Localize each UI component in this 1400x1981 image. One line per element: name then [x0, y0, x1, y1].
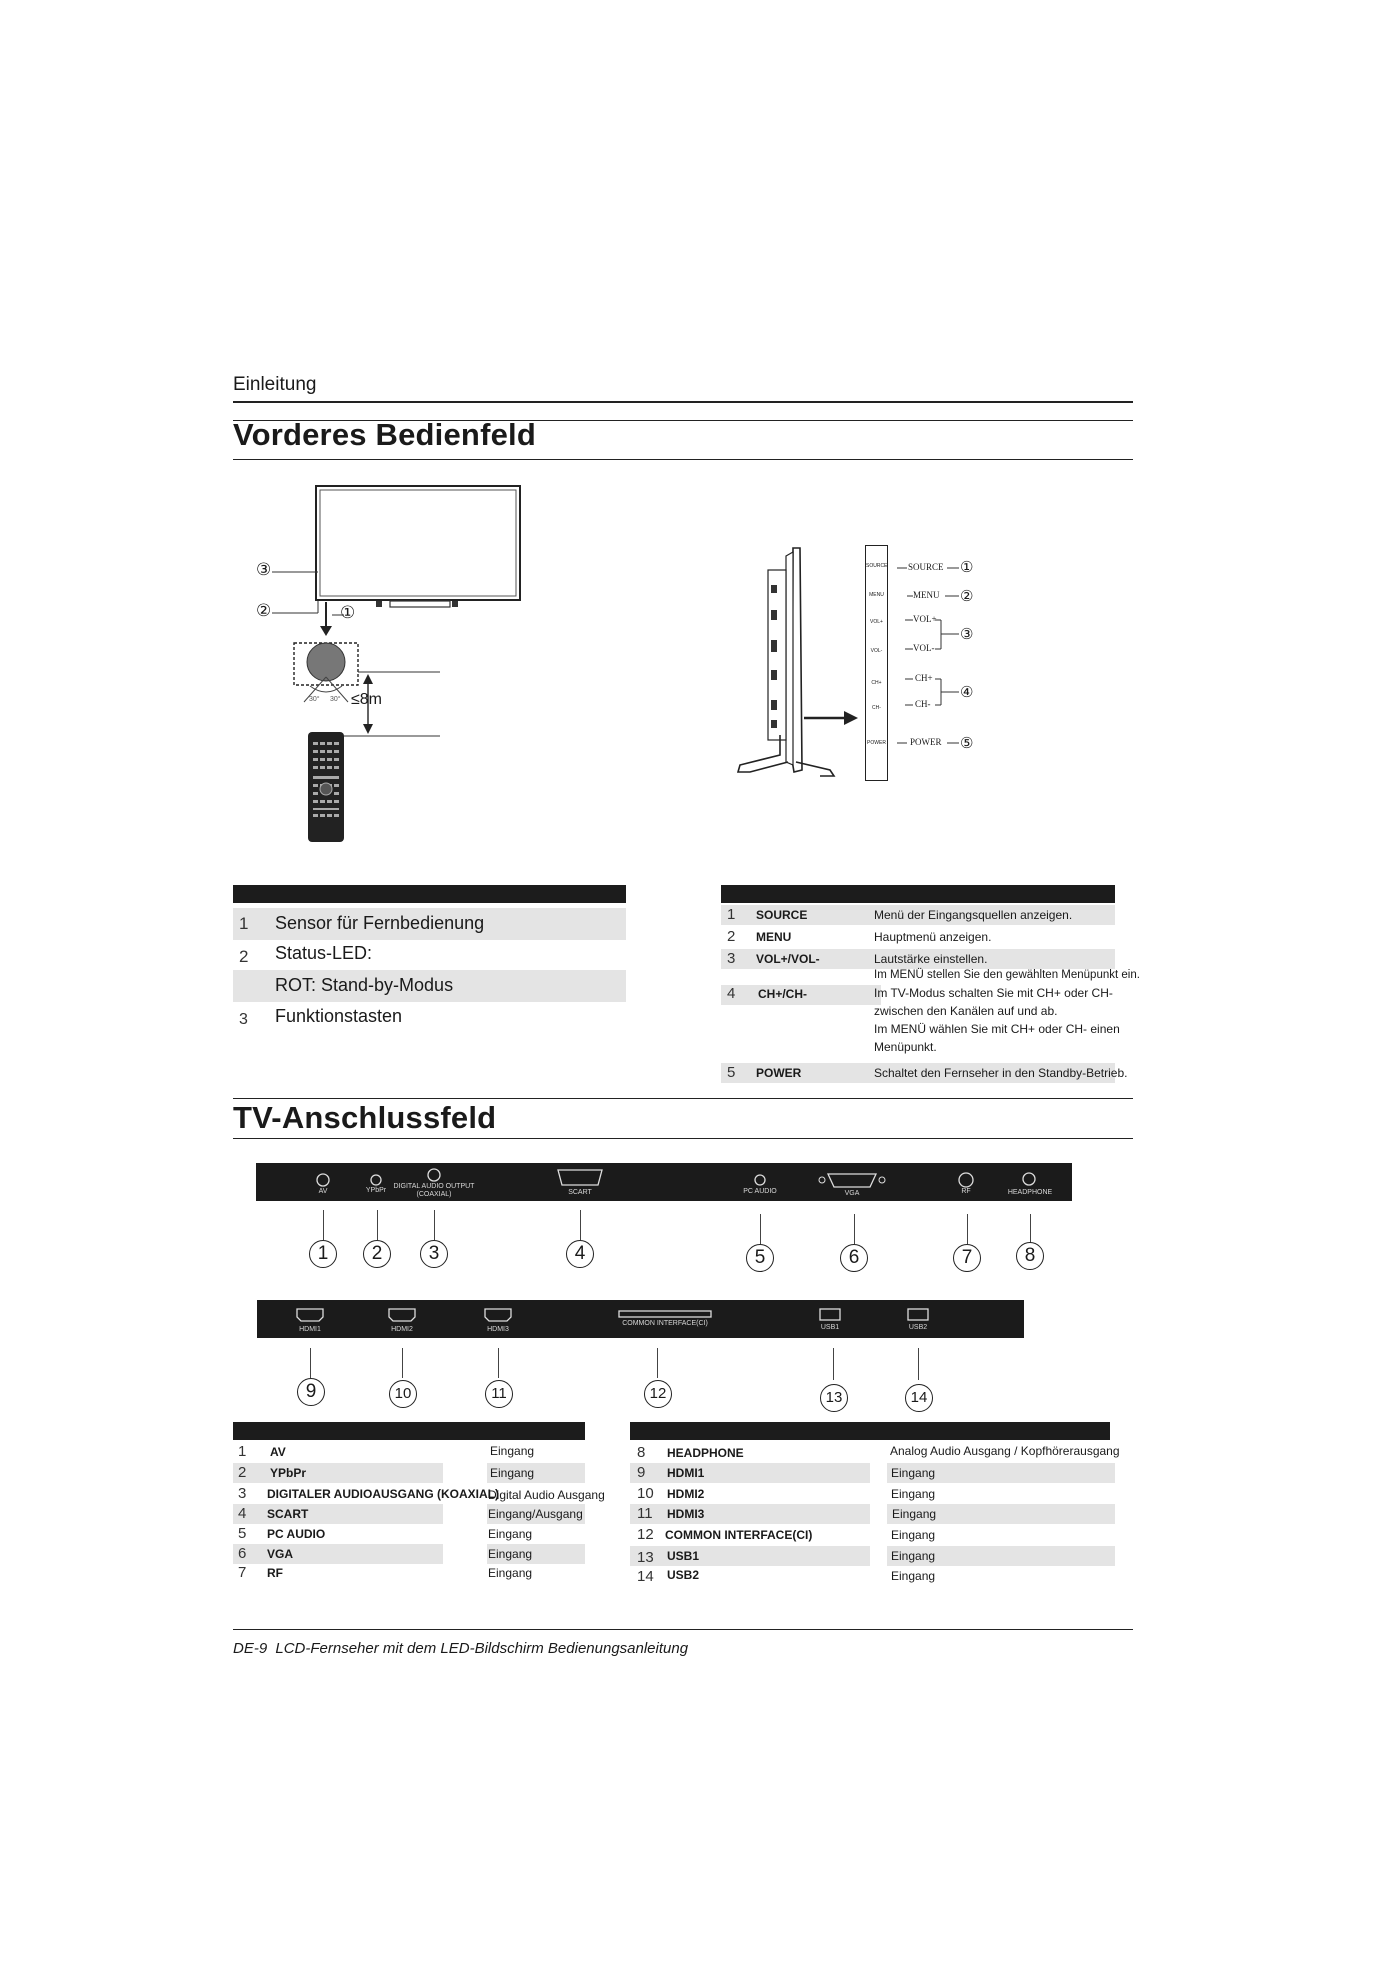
row-desc: Eingang [488, 1527, 533, 1541]
callout-2: 2 [363, 1240, 391, 1268]
table-row [630, 1566, 1115, 1586]
connection-table-right [630, 1422, 1120, 1587]
row-desc: Eingang [891, 1569, 936, 1583]
row-number: 3 [727, 950, 736, 967]
table-row [721, 985, 881, 1005]
hdmi3-port [485, 1309, 511, 1321]
row-label: Funktionstasten [275, 1006, 403, 1026]
table-row [233, 1002, 626, 1032]
callout-1: 1 [309, 1240, 337, 1268]
headphone-port [1023, 1173, 1035, 1185]
callout-line [657, 1348, 658, 1378]
callout-line [760, 1214, 761, 1244]
footer [233, 1640, 688, 1657]
strip-btn-chup: CH+ [871, 680, 882, 686]
rf-port [959, 1173, 973, 1187]
callout-11: 11 [485, 1380, 513, 1408]
row-name: VGA [267, 1547, 294, 1561]
side-label-power: POWER [910, 737, 942, 747]
hdmi1-port [297, 1309, 323, 1321]
row-number: 14 [637, 1568, 654, 1585]
callout-line [580, 1210, 581, 1240]
strip-btn-chdown: CH- [872, 705, 881, 711]
port-label-usb1: USB1 [820, 1324, 840, 1331]
row-desc: Hauptmenü anzeigen. [874, 930, 992, 944]
side-label-chdown: CH- [915, 699, 931, 709]
side-label-voldown: VOL- [913, 643, 935, 653]
side-callout-lines [895, 550, 985, 750]
row-desc: Eingang [891, 1487, 936, 1501]
callout-5: 5 [746, 1244, 774, 1272]
hdmi2-port [389, 1309, 415, 1321]
callout-line [377, 1210, 378, 1240]
row-number: 1 [727, 906, 736, 923]
distance-label: ≤8m [351, 691, 383, 708]
table-row [233, 1544, 585, 1564]
row-name: COMMON INTERFACE(CI) [665, 1528, 813, 1542]
callout-10: 10 [389, 1380, 417, 1408]
strip-btn-voldown: VOL- [870, 648, 883, 654]
callout-line [918, 1348, 919, 1380]
port-label-scart: SCART [568, 1189, 592, 1196]
table-row [233, 1564, 585, 1584]
table-header-bar [630, 1422, 1110, 1440]
table-row [233, 908, 626, 940]
row-desc: Eingang [488, 1547, 533, 1561]
row-desc: Menüpunkt. [874, 1040, 937, 1054]
row-name: POWER [756, 1066, 802, 1080]
callout-line [323, 1210, 324, 1240]
row-number: 3 [238, 1485, 247, 1502]
port-label-ci: COMMON INTERFACE(CI) [622, 1320, 708, 1327]
callout-line [1030, 1214, 1031, 1244]
table-row [630, 1504, 1115, 1524]
row-desc: Eingang [490, 1444, 535, 1458]
footer-rule [233, 1629, 1133, 1630]
callout-line [402, 1348, 403, 1378]
row-number: 11 [637, 1505, 653, 1522]
row-desc: Eingang [891, 1466, 936, 1480]
row-desc: Menü der Eingangsquellen anzeigen. [874, 908, 1073, 922]
row-desc: Im MENÜ wählen Sie mit CH+ oder CH- einen [874, 1022, 1120, 1036]
callout-line [434, 1210, 435, 1240]
callout-12: 12 [644, 1380, 672, 1408]
angle-left: 30° [309, 696, 320, 703]
section-top-rule [233, 1098, 1133, 1099]
row-number: 2 [727, 928, 736, 945]
table-row [233, 1524, 585, 1544]
port-label-pc-audio: PC AUDIO [743, 1188, 777, 1195]
row-label: ROT: Stand-by-Modus [275, 975, 454, 995]
row-desc: Eingang [490, 1466, 535, 1480]
port-label-ypbpr: YPbPr [365, 1187, 387, 1194]
row-label: Sensor für Fernbedienung [275, 913, 485, 933]
strip-btn-source: SOURCE [866, 563, 888, 569]
side-label-menu: MENU [913, 590, 940, 600]
connector-panel-bottom [257, 1300, 1024, 1338]
footer-page-number: DE-9 [233, 1640, 268, 1657]
row-number: 2 [239, 947, 249, 966]
table-row [721, 905, 1115, 925]
tv-front-outline [316, 486, 520, 600]
port-label-usb2: USB2 [908, 1324, 928, 1331]
usb1-port [820, 1309, 840, 1320]
row-number: 12 [637, 1526, 654, 1543]
table-header-bar [233, 885, 626, 903]
coax-port [428, 1169, 440, 1181]
row-number: 3 [239, 1011, 248, 1028]
row-name: YPbPr [270, 1466, 307, 1480]
callout-9: 9 [297, 1378, 325, 1406]
row-desc: Eingang [891, 1549, 936, 1563]
pc-audio-port [755, 1175, 765, 1185]
port-label-hdmi1: HDMI1 [299, 1326, 321, 1333]
row-desc: Eingang [488, 1566, 533, 1580]
row-name: VOL+/VOL- [756, 952, 820, 966]
row-desc-block [874, 985, 1120, 1059]
strip-btn-menu: MENU [869, 592, 884, 598]
table-row [233, 1442, 585, 1462]
row-name: DIGITALER AUDIOAUSGANG (KOAXIAL) [267, 1487, 499, 1501]
front-panel-table [233, 885, 626, 1028]
row-number: 5 [727, 1064, 736, 1081]
row-number: 4 [238, 1505, 247, 1522]
callout-line [310, 1348, 311, 1378]
row-desc: Eingang/Ausgang [488, 1507, 583, 1521]
row-number: 2 [238, 1464, 247, 1481]
title-bottom-rule [233, 459, 1133, 460]
callout-line [833, 1348, 834, 1380]
side-label-source: SOURCE [908, 562, 944, 572]
header-rule [233, 401, 1133, 403]
row-desc: Analog Audio Ausgang / Kopfhörerausgang [890, 1444, 1120, 1458]
row-name: RF [267, 1566, 283, 1580]
row-name: CH+/CH- [758, 987, 808, 1001]
port-label-rf: RF [961, 1188, 971, 1195]
table-row [233, 1484, 605, 1504]
callout-13: 13 [820, 1384, 848, 1412]
row-name: SCART [267, 1507, 309, 1521]
row-name: HEADPHONE [667, 1446, 744, 1460]
side-callout-1: ① [960, 559, 974, 576]
angle-right: 30° [330, 696, 341, 703]
row-desc: Lautstärke einstellen. [874, 952, 988, 966]
row-number: 8 [637, 1444, 646, 1461]
scart-port [558, 1170, 602, 1185]
usb2-port [908, 1309, 928, 1320]
table-header-bar [233, 1422, 585, 1440]
section-bottom-rule [233, 1138, 1133, 1139]
row-desc: Im TV-Modus schalten Sie mit CH+ oder CH- [874, 986, 1113, 1000]
row-number: 9 [637, 1464, 646, 1481]
callout-line [854, 1214, 855, 1244]
row-number: 10 [637, 1485, 654, 1502]
callout-sensor: ① [340, 603, 356, 622]
row-name: HDMI1 [667, 1466, 705, 1480]
row-number: 1 [239, 914, 249, 933]
section-title-connections: TV-Anschlussfeld [233, 1100, 497, 1135]
side-callout-2: ② [960, 588, 974, 605]
callout-7: 7 [953, 1244, 981, 1272]
front-view-diagram [240, 480, 580, 860]
row-number: 5 [238, 1525, 247, 1542]
port-label-hdmi2: HDMI2 [391, 1326, 413, 1333]
table-header-bar [721, 885, 1115, 903]
port-label-av: AV [318, 1188, 328, 1195]
side-label-volup: VOL+ [913, 614, 937, 624]
row-desc: Im MENÜ stellen Sie den gewählten Menüpunkt ein. [874, 969, 1140, 981]
side-callout-4: ④ [960, 684, 974, 701]
row-desc: Schaltet den Fernseher in den Standby-Betrieb. [874, 1066, 1128, 1080]
row-name: SOURCE [756, 908, 808, 922]
side-callout-5: ⑤ [960, 735, 974, 752]
callout-status: ② [256, 601, 272, 620]
callout-14: 14 [905, 1384, 933, 1412]
callout-led: ③ [256, 560, 272, 579]
button-function-table [721, 885, 1140, 1085]
side-label-chup: CH+ [915, 673, 933, 683]
callout-8: 8 [1016, 1242, 1044, 1270]
port-label-vga: VGA [844, 1190, 860, 1197]
table-row [630, 1545, 1115, 1566]
table-row [233, 940, 626, 970]
callout-6: 6 [840, 1244, 868, 1272]
row-label: Status-LED: [275, 943, 373, 963]
row-desc: Digital Audio Ausgang [488, 1488, 605, 1502]
row-name: MENU [756, 930, 792, 944]
strip-btn-power: POWER [867, 740, 886, 746]
row-desc: Eingang [891, 1528, 936, 1542]
side-callout-3: ③ [960, 626, 974, 643]
row-number: 7 [238, 1564, 247, 1581]
ypbpr-port [371, 1175, 381, 1185]
table-row [721, 927, 1115, 947]
port-label-digital-audio: DIGITAL AUDIO OUTPUT [393, 1183, 475, 1190]
row-desc: Eingang [892, 1507, 937, 1521]
table-row [630, 1463, 1115, 1483]
table-row-continued [721, 969, 1140, 985]
strip-btn-volup: VOL+ [870, 619, 883, 625]
table-row [233, 970, 626, 1002]
row-name: USB2 [667, 1568, 700, 1582]
footer-text: LCD-Fernseher mit dem LED-Bildschirm Bedienungsanleitung [275, 1640, 689, 1657]
tv-stand-bar [390, 601, 450, 607]
callout-line [498, 1348, 499, 1378]
table-row [630, 1442, 1120, 1462]
callout-line [967, 1214, 968, 1244]
port-label-coaxial: (COAXIAL) [416, 1191, 452, 1198]
port-label-headphone: HEADPHONE [1007, 1189, 1053, 1196]
vga-port [828, 1174, 876, 1187]
av-port [317, 1174, 329, 1186]
row-name: USB1 [667, 1549, 700, 1563]
connector-panel-top [256, 1163, 1072, 1201]
table-row [630, 1484, 1115, 1504]
row-name: PC AUDIO [267, 1527, 326, 1541]
page-title: Vorderes Bedienfeld [233, 417, 536, 452]
table-row [233, 1504, 585, 1524]
callout-4: 4 [566, 1240, 594, 1268]
row-number: 1 [238, 1443, 247, 1460]
table-row [233, 1463, 585, 1483]
row-desc: zwischen den Kanälen auf und ab. [874, 1004, 1058, 1018]
ci-slot [619, 1311, 711, 1317]
row-name: HDMI2 [667, 1487, 705, 1501]
row-name: AV [270, 1445, 286, 1459]
row-number: 13 [637, 1549, 654, 1566]
row-name: HDMI3 [667, 1507, 705, 1521]
table-row [630, 1525, 1115, 1545]
callout-3: 3 [420, 1240, 448, 1268]
table-row [721, 1063, 1128, 1083]
connection-table-left [233, 1422, 605, 1582]
section-label: Einleitung [233, 374, 317, 395]
port-label-hdmi3: HDMI3 [487, 1326, 509, 1333]
row-number: 6 [238, 1545, 247, 1562]
row-number: 4 [727, 985, 736, 1002]
table-row [721, 949, 1115, 969]
